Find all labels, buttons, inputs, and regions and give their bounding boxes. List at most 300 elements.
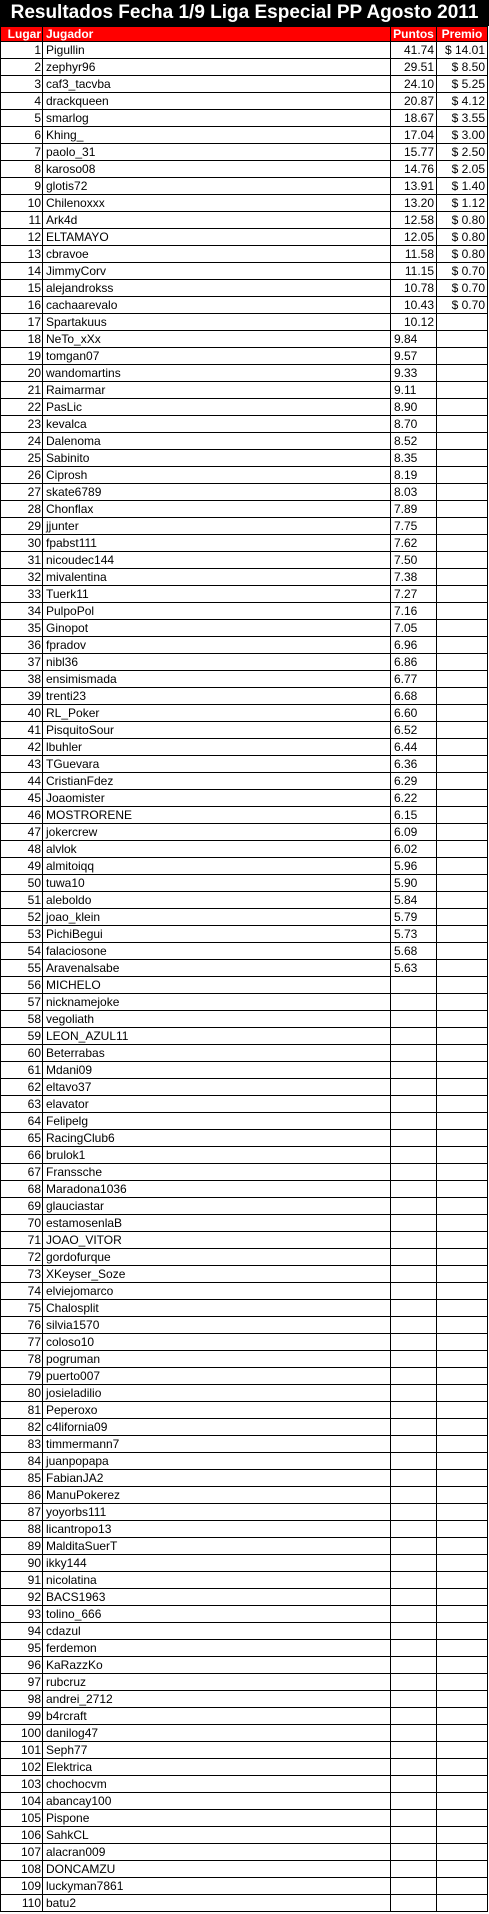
cell-jugador: nicolatina: [43, 1572, 391, 1589]
cell-jugador: silvia1570: [43, 1317, 391, 1334]
table-row: [1, 1300, 488, 1317]
cell-premio: [437, 1368, 488, 1385]
cell-puntos: 6.02: [391, 841, 437, 858]
cell-premio: [437, 467, 488, 484]
cell-puntos: 11.58: [391, 246, 437, 263]
cell-lugar: 108: [1, 1861, 43, 1878]
cell-puntos: 13.91: [391, 178, 437, 195]
cell-jugador: Spartakuus: [43, 314, 391, 331]
cell-jugador: timmermann7: [43, 1436, 391, 1453]
cell-jugador: trenti23: [43, 688, 391, 705]
table-row: [1, 1419, 488, 1436]
cell-puntos: 7.38: [391, 569, 437, 586]
cell-premio: [437, 1827, 488, 1844]
cell-premio: [437, 1793, 488, 1810]
cell-lugar: 4: [1, 93, 43, 110]
cell-premio: [437, 1708, 488, 1725]
table-row: [1, 1198, 488, 1215]
cell-jugador: lbuhler: [43, 739, 391, 756]
cell-jugador: batu2: [43, 1895, 391, 1912]
cell-lugar: 70: [1, 1215, 43, 1232]
cell-puntos: 17.04: [391, 127, 437, 144]
cell-jugador: elavator: [43, 1096, 391, 1113]
cell-puntos: 7.16: [391, 603, 437, 620]
cell-premio: [437, 1878, 488, 1895]
table-row: [1, 1487, 488, 1504]
cell-lugar: 33: [1, 586, 43, 603]
table-row: [1, 297, 488, 314]
cell-lugar: 71: [1, 1232, 43, 1249]
cell-jugador: Aravenalsabe: [43, 960, 391, 977]
cell-premio: [437, 1011, 488, 1028]
cell-puntos: 6.09: [391, 824, 437, 841]
cell-jugador: mivalentina: [43, 569, 391, 586]
cell-lugar: 104: [1, 1793, 43, 1810]
cell-puntos: [391, 1317, 437, 1334]
cell-lugar: 97: [1, 1674, 43, 1691]
cell-puntos: 9.84: [391, 331, 437, 348]
cell-jugador: RL_Poker: [43, 705, 391, 722]
cell-puntos: 5.73: [391, 926, 437, 943]
cell-lugar: 84: [1, 1453, 43, 1470]
table-row: [1, 756, 488, 773]
table-row: [1, 586, 488, 603]
cell-premio: [437, 1572, 488, 1589]
cell-lugar: 38: [1, 671, 43, 688]
cell-puntos: [391, 1521, 437, 1538]
table-row: [1, 1827, 488, 1844]
cell-puntos: 6.44: [391, 739, 437, 756]
cell-jugador: rubcruz: [43, 1674, 391, 1691]
cell-jugador: estamosenlaB: [43, 1215, 391, 1232]
cell-jugador: paolo_31: [43, 144, 391, 161]
table-row: [1, 76, 488, 93]
table-row: [1, 1096, 488, 1113]
table-row: [1, 365, 488, 382]
table-row: [1, 1674, 488, 1691]
cell-jugador: aleboldo: [43, 892, 391, 909]
cell-premio: [437, 1249, 488, 1266]
cell-premio: [437, 892, 488, 909]
table-row: [1, 1317, 488, 1334]
cell-premio: [437, 603, 488, 620]
cell-puntos: [391, 1776, 437, 1793]
cell-premio: [437, 1640, 488, 1657]
table-row: [1, 1028, 488, 1045]
cell-jugador: LEON_AZUL11: [43, 1028, 391, 1045]
cell-jugador: Raimarmar: [43, 382, 391, 399]
cell-lugar: 91: [1, 1572, 43, 1589]
table-row: [1, 93, 488, 110]
cell-jugador: tolino_666: [43, 1606, 391, 1623]
cell-premio: [437, 1334, 488, 1351]
cell-puntos: [391, 1011, 437, 1028]
cell-premio: [437, 1198, 488, 1215]
cell-jugador: alvlok: [43, 841, 391, 858]
cell-puntos: [391, 1232, 437, 1249]
cell-puntos: 9.11: [391, 382, 437, 399]
cell-puntos: 15.77: [391, 144, 437, 161]
cell-premio: [437, 1266, 488, 1283]
cell-lugar: 37: [1, 654, 43, 671]
cell-lugar: 23: [1, 416, 43, 433]
table-row: [1, 1079, 488, 1096]
table-row: [1, 1215, 488, 1232]
cell-jugador: pogruman: [43, 1351, 391, 1368]
table-row: [1, 994, 488, 1011]
table-row: [1, 144, 488, 161]
table-row: [1, 977, 488, 994]
cell-jugador: andrei_2712: [43, 1691, 391, 1708]
cell-lugar: 52: [1, 909, 43, 926]
table-row: [1, 909, 488, 926]
cell-jugador: cachaarevalo: [43, 297, 391, 314]
table-row: [1, 1402, 488, 1419]
cell-premio: $ 0.80: [437, 246, 488, 263]
cell-jugador: vegoliath: [43, 1011, 391, 1028]
cell-puntos: [391, 1453, 437, 1470]
cell-jugador: glotis72: [43, 178, 391, 195]
table-row: [1, 739, 488, 756]
cell-puntos: 7.89: [391, 501, 437, 518]
table-row: [1, 127, 488, 144]
cell-premio: $ 1.40: [437, 178, 488, 195]
cell-jugador: Franssche: [43, 1164, 391, 1181]
cell-premio: [437, 1147, 488, 1164]
cell-puntos: [391, 1470, 437, 1487]
table-row: [1, 705, 488, 722]
cell-jugador: Peperoxo: [43, 1402, 391, 1419]
cell-jugador: Ciprosh: [43, 467, 391, 484]
cell-lugar: 85: [1, 1470, 43, 1487]
cell-puntos: 11.15: [391, 263, 437, 280]
cell-jugador: caf3_tacvba: [43, 76, 391, 93]
cell-premio: [437, 586, 488, 603]
cell-jugador: wandomartins: [43, 365, 391, 382]
cell-jugador: alacran009: [43, 1844, 391, 1861]
cell-premio: [437, 1096, 488, 1113]
cell-premio: $ 0.80: [437, 212, 488, 229]
cell-puntos: 5.84: [391, 892, 437, 909]
cell-lugar: 20: [1, 365, 43, 382]
cell-puntos: 10.78: [391, 280, 437, 297]
cell-puntos: [391, 1198, 437, 1215]
cell-lugar: 7: [1, 144, 43, 161]
cell-premio: [437, 960, 488, 977]
table-row: [1, 433, 488, 450]
cell-lugar: 69: [1, 1198, 43, 1215]
cell-jugador: Maradona1036: [43, 1181, 391, 1198]
cell-puntos: 7.50: [391, 552, 437, 569]
cell-premio: [437, 1691, 488, 1708]
table-row: [1, 552, 488, 569]
table-row: [1, 1283, 488, 1300]
cell-lugar: 99: [1, 1708, 43, 1725]
table-row: [1, 603, 488, 620]
cell-premio: [437, 790, 488, 807]
cell-premio: $ 3.55: [437, 110, 488, 127]
cell-puntos: [391, 1062, 437, 1079]
cell-puntos: 20.87: [391, 93, 437, 110]
cell-lugar: 26: [1, 467, 43, 484]
cell-jugador: Seph77: [43, 1742, 391, 1759]
cell-premio: [437, 552, 488, 569]
cell-premio: [437, 1623, 488, 1640]
cell-lugar: 96: [1, 1657, 43, 1674]
cell-lugar: 105: [1, 1810, 43, 1827]
table-row: [1, 110, 488, 127]
cell-premio: [437, 824, 488, 841]
table-row: [1, 722, 488, 739]
table-row: [1, 841, 488, 858]
cell-premio: [437, 1521, 488, 1538]
cell-lugar: 47: [1, 824, 43, 841]
cell-jugador: cbravoe: [43, 246, 391, 263]
cell-lugar: 95: [1, 1640, 43, 1657]
results-table: [0, 26, 488, 1912]
cell-lugar: 35: [1, 620, 43, 637]
table-row: [1, 892, 488, 909]
cell-jugador: Dalenoma: [43, 433, 391, 450]
cell-jugador: luckyman7861: [43, 1878, 391, 1895]
cell-lugar: 106: [1, 1827, 43, 1844]
table-row: [1, 569, 488, 586]
table-row: [1, 688, 488, 705]
cell-jugador: fpabst111: [43, 535, 391, 552]
table-row: [1, 1623, 488, 1640]
table-row: [1, 263, 488, 280]
cell-puntos: 7.05: [391, 620, 437, 637]
table-row: [1, 1555, 488, 1572]
cell-lugar: 109: [1, 1878, 43, 1895]
cell-jugador: RacingClub6: [43, 1130, 391, 1147]
cell-premio: [437, 1351, 488, 1368]
table-row: [1, 671, 488, 688]
cell-lugar: 1: [1, 42, 43, 59]
cell-lugar: 27: [1, 484, 43, 501]
table-row: [1, 1708, 488, 1725]
cell-premio: $ 2.05: [437, 161, 488, 178]
cell-jugador: jokercrew: [43, 824, 391, 841]
cell-lugar: 61: [1, 1062, 43, 1079]
cell-lugar: 75: [1, 1300, 43, 1317]
cell-puntos: [391, 1402, 437, 1419]
cell-puntos: [391, 1810, 437, 1827]
cell-premio: [437, 943, 488, 960]
header-premio: Premio: [437, 27, 488, 42]
cell-jugador: ELTAMAYO: [43, 229, 391, 246]
table-row: [1, 620, 488, 637]
cell-premio: [437, 1759, 488, 1776]
cell-puntos: 41.74: [391, 42, 437, 59]
cell-lugar: 57: [1, 994, 43, 1011]
table-row: [1, 348, 488, 365]
cell-puntos: [391, 1249, 437, 1266]
table-row: [1, 1334, 488, 1351]
table-row: [1, 450, 488, 467]
cell-jugador: PasLic: [43, 399, 391, 416]
cell-premio: [437, 416, 488, 433]
cell-puntos: 29.51: [391, 59, 437, 76]
cell-lugar: 30: [1, 535, 43, 552]
cell-puntos: 5.90: [391, 875, 437, 892]
cell-puntos: [391, 1623, 437, 1640]
table-row: [1, 875, 488, 892]
cell-jugador: zephyr96: [43, 59, 391, 76]
table-row: [1, 1470, 488, 1487]
cell-jugador: Tuerk11: [43, 586, 391, 603]
table-row: [1, 1572, 488, 1589]
table-row: [1, 1521, 488, 1538]
cell-lugar: 82: [1, 1419, 43, 1436]
table-row: [1, 501, 488, 518]
cell-premio: [437, 535, 488, 552]
cell-jugador: skate6789: [43, 484, 391, 501]
cell-premio: [437, 637, 488, 654]
cell-puntos: 12.58: [391, 212, 437, 229]
cell-jugador: Beterrabas: [43, 1045, 391, 1062]
cell-jugador: Chalosplit: [43, 1300, 391, 1317]
cell-puntos: 6.15: [391, 807, 437, 824]
cell-puntos: 8.70: [391, 416, 437, 433]
table-row: [1, 1266, 488, 1283]
cell-premio: [437, 450, 488, 467]
cell-puntos: 24.10: [391, 76, 437, 93]
cell-premio: [437, 1606, 488, 1623]
cell-lugar: 90: [1, 1555, 43, 1572]
cell-puntos: [391, 1708, 437, 1725]
cell-premio: [437, 1130, 488, 1147]
cell-lugar: 50: [1, 875, 43, 892]
table-row: [1, 314, 488, 331]
cell-lugar: 24: [1, 433, 43, 450]
cell-premio: [437, 807, 488, 824]
cell-lugar: 53: [1, 926, 43, 943]
table-row: [1, 161, 488, 178]
cell-puntos: 14.76: [391, 161, 437, 178]
cell-puntos: [391, 1351, 437, 1368]
table-row: [1, 399, 488, 416]
cell-puntos: 6.86: [391, 654, 437, 671]
cell-jugador: ikky144: [43, 1555, 391, 1572]
cell-puntos: [391, 1079, 437, 1096]
cell-lugar: 44: [1, 773, 43, 790]
cell-lugar: 29: [1, 518, 43, 535]
cell-premio: [437, 671, 488, 688]
cell-puntos: [391, 1113, 437, 1130]
cell-premio: [437, 909, 488, 926]
cell-jugador: falaciosone: [43, 943, 391, 960]
cell-jugador: CristianFdez: [43, 773, 391, 790]
cell-lugar: 110: [1, 1895, 43, 1912]
table-row: [1, 807, 488, 824]
cell-lugar: 78: [1, 1351, 43, 1368]
cell-lugar: 11: [1, 212, 43, 229]
cell-premio: [437, 858, 488, 875]
table-row: [1, 178, 488, 195]
cell-puntos: [391, 1759, 437, 1776]
table-row: [1, 1385, 488, 1402]
cell-premio: $ 0.70: [437, 263, 488, 280]
cell-premio: $ 0.70: [437, 280, 488, 297]
cell-jugador: FabianJA2: [43, 1470, 391, 1487]
cell-jugador: MOSTRORENE: [43, 807, 391, 824]
cell-lugar: 72: [1, 1249, 43, 1266]
cell-puntos: 6.96: [391, 637, 437, 654]
cell-jugador: gordofurque: [43, 1249, 391, 1266]
cell-jugador: josieladilio: [43, 1385, 391, 1402]
cell-premio: [437, 875, 488, 892]
cell-puntos: 9.57: [391, 348, 437, 365]
cell-puntos: [391, 1827, 437, 1844]
cell-premio: $ 0.80: [437, 229, 488, 246]
table-row: [1, 246, 488, 263]
cell-premio: [437, 399, 488, 416]
cell-lugar: 102: [1, 1759, 43, 1776]
cell-lugar: 3: [1, 76, 43, 93]
table-row: [1, 960, 488, 977]
cell-jugador: alejandrokss: [43, 280, 391, 297]
cell-puntos: 6.22: [391, 790, 437, 807]
cell-lugar: 81: [1, 1402, 43, 1419]
cell-jugador: nibl36: [43, 654, 391, 671]
cell-jugador: drackqueen: [43, 93, 391, 110]
cell-puntos: [391, 1147, 437, 1164]
cell-premio: [437, 1470, 488, 1487]
cell-jugador: nicknamejoke: [43, 994, 391, 1011]
cell-puntos: [391, 1793, 437, 1810]
cell-premio: $ 0.70: [437, 297, 488, 314]
cell-puntos: [391, 1368, 437, 1385]
cell-jugador: KaRazzKo: [43, 1657, 391, 1674]
table-row: [1, 926, 488, 943]
table-body: [1, 42, 488, 1912]
cell-puntos: 7.75: [391, 518, 437, 535]
cell-jugador: yoyorbs111: [43, 1504, 391, 1521]
cell-lugar: 6: [1, 127, 43, 144]
cell-puntos: 9.33: [391, 365, 437, 382]
cell-jugador: puerto007: [43, 1368, 391, 1385]
table-row: [1, 1589, 488, 1606]
table-row: [1, 790, 488, 807]
cell-jugador: JOAO_VITOR: [43, 1232, 391, 1249]
table-row: [1, 1436, 488, 1453]
cell-lugar: 8: [1, 161, 43, 178]
cell-lugar: 43: [1, 756, 43, 773]
cell-puntos: [391, 1861, 437, 1878]
cell-premio: [437, 1164, 488, 1181]
cell-lugar: 66: [1, 1147, 43, 1164]
cell-lugar: 14: [1, 263, 43, 280]
cell-lugar: 9: [1, 178, 43, 195]
cell-jugador: Pigullin: [43, 42, 391, 59]
cell-jugador: juanpopapa: [43, 1453, 391, 1470]
cell-lugar: 34: [1, 603, 43, 620]
cell-lugar: 13: [1, 246, 43, 263]
cell-jugador: Joaomister: [43, 790, 391, 807]
cell-puntos: 8.52: [391, 433, 437, 450]
cell-lugar: 25: [1, 450, 43, 467]
cell-premio: [437, 569, 488, 586]
cell-lugar: 17: [1, 314, 43, 331]
cell-puntos: 8.35: [391, 450, 437, 467]
table-row: [1, 280, 488, 297]
table-row: [1, 1725, 488, 1742]
cell-premio: [437, 841, 488, 858]
cell-puntos: [391, 1606, 437, 1623]
cell-jugador: coloso10: [43, 1334, 391, 1351]
cell-lugar: 67: [1, 1164, 43, 1181]
